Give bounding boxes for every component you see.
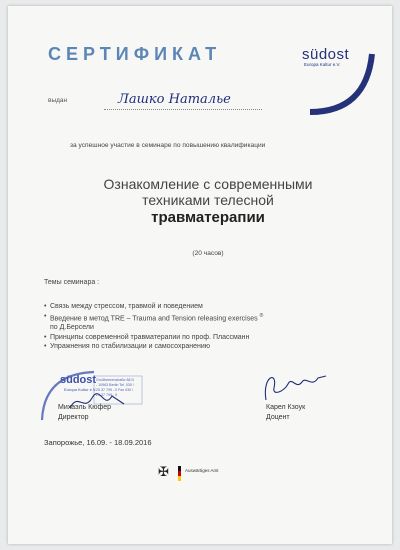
list-item: • Введение в метод TRE – Trauma and Tension releasing exercises ® по Д.Берсели (44, 312, 344, 333)
stamp-subtitle: Europa Kultur e.V. (64, 387, 97, 392)
stamp-wordmark: südost (60, 374, 97, 386)
topics-title: Темы семинара : (44, 279, 100, 286)
bullet-icon: • (44, 303, 47, 310)
heading-line-2: техниками телесной (142, 192, 274, 208)
seminar-heading (48, 176, 368, 208)
right-signatory-role: Доцент (266, 414, 290, 421)
hours-text: (20 часов) (192, 250, 224, 257)
recipient-name: Лашко Наталье (118, 92, 231, 107)
topics-list (44, 302, 344, 352)
recipient-line (104, 109, 262, 110)
left-signatory-name: Михаэль Кюфер (58, 404, 112, 411)
logo-wordmark: südost (302, 46, 350, 63)
list-item: • Упражнения по стабилизации и самосохранению (44, 343, 211, 351)
intro-text: за успешное участие в семинаре по повышению квалификации (70, 142, 266, 149)
bullet-icon: • (44, 312, 47, 320)
bullet-icon: • (44, 343, 47, 351)
certificate-title: СЕРТИФИКАТ (48, 44, 222, 64)
list-item: • Связь между стрессом, травмой и поведением (44, 303, 203, 310)
place-date: Запорожье, 16.09. - 18.09.2016 (44, 438, 152, 447)
registered-mark: ® (259, 312, 264, 319)
list-item-continuation: по Д.Берсели (50, 324, 94, 332)
right-signatory-name: Карел Кзоук (266, 404, 306, 411)
logo-subtitle: Europa Kultur e.V. (304, 62, 341, 67)
bullet-icon: • (44, 333, 47, 341)
stamp-address: Großbeerenstraße 88 D - 10963 Berlin Tel. 030 / 25 37 799 - 0 Fax 030 / 25 37 799 - 9 (96, 378, 135, 397)
list-item: • Принципы современной травматерапии по проф. Плассманн (44, 333, 250, 341)
eagle-icon: ✠ (158, 464, 169, 479)
left-signatory-role: Директор (58, 414, 89, 421)
seminar-heading-bold: травматерапии (151, 209, 265, 226)
ministry-label: Auswärtiges Amt (185, 468, 219, 473)
certificate-page (8, 6, 392, 544)
issued-label: выдан (48, 97, 68, 104)
flag-icon (178, 466, 181, 481)
right-signature-icon (260, 366, 330, 406)
heading-line-1: Ознакомление с современными (103, 176, 313, 192)
